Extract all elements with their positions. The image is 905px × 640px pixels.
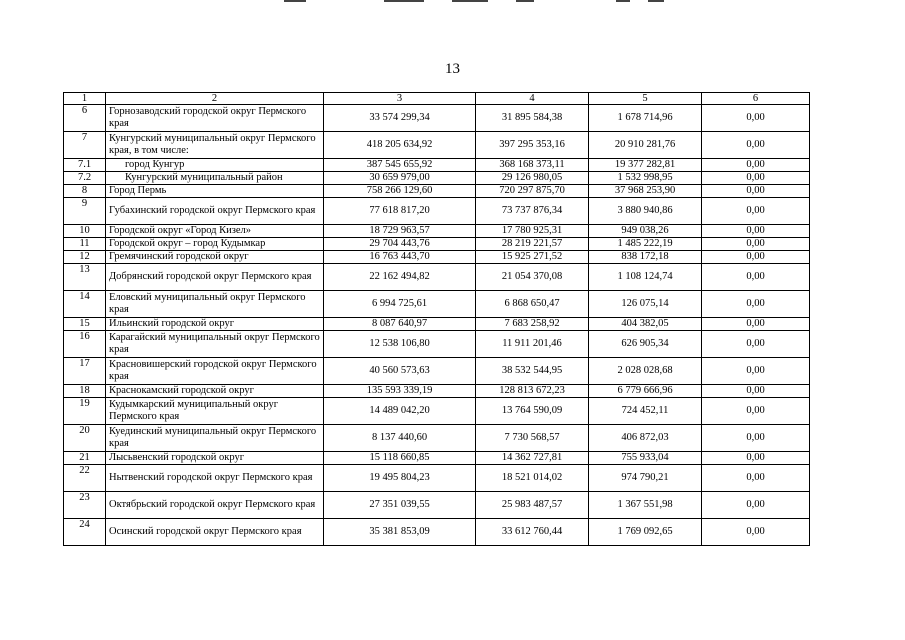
row-value-col4: 29 126 980,05	[476, 172, 589, 185]
row-name-text: Куединский муниципальный округ Пермского края	[109, 426, 317, 449]
table-row	[64, 398, 810, 425]
table-row	[64, 105, 810, 132]
row-name-text: Городской округ «Город Кизел»	[109, 225, 252, 236]
row-value-col3: 30 659 979,00	[324, 172, 476, 185]
row-value-col6: 0,00	[702, 105, 810, 132]
row-number: 7	[64, 132, 106, 159]
row-value-col6: 0,00	[702, 358, 810, 385]
row-value-col6: 0,00	[702, 331, 810, 358]
row-name	[106, 492, 324, 519]
row-value-col6: 0,00	[702, 519, 810, 546]
row-value-col5: 6 779 666,96	[589, 385, 702, 398]
table-row	[64, 492, 810, 519]
row-number: 6	[64, 105, 106, 132]
row-value-col6: 0,00	[702, 385, 810, 398]
table-row	[64, 264, 810, 291]
row-value-col6: 0,00	[702, 172, 810, 185]
row-name-text: Город Пермь	[109, 185, 167, 196]
row-value-col5: 1 108 124,74	[589, 264, 702, 291]
row-value-col5: 406 872,03	[589, 425, 702, 452]
row-number: 7.1	[64, 159, 106, 172]
row-number: 23	[64, 492, 106, 519]
row-name-text: Городской округ – город Кудымкар	[109, 238, 266, 249]
row-name	[106, 425, 324, 452]
row-value-col5: 20 910 281,76	[589, 132, 702, 159]
table-row	[64, 318, 810, 331]
row-name-text: Еловский муниципальный округ Пермского края	[109, 292, 306, 315]
row-value-col5: 724 452,11	[589, 398, 702, 425]
row-name	[106, 172, 324, 185]
row-name	[106, 331, 324, 358]
table-row	[64, 291, 810, 318]
table-row	[64, 172, 810, 185]
row-name-text: Лысьвенский городской округ	[109, 452, 245, 463]
row-value-col3: 6 994 725,61	[324, 291, 476, 318]
table-row	[64, 465, 810, 492]
row-number: 14	[64, 291, 106, 318]
row-value-col5: 1 769 092,65	[589, 519, 702, 546]
row-value-col3: 18 729 963,57	[324, 225, 476, 238]
row-value-col6: 0,00	[702, 452, 810, 465]
row-value-col6: 0,00	[702, 185, 810, 198]
row-value-col6: 0,00	[702, 159, 810, 172]
row-name-text: Горнозаводский городской округ Пермского края	[109, 106, 307, 129]
row-value-col5: 1 678 714,96	[589, 105, 702, 132]
row-value-col3: 35 381 853,09	[324, 519, 476, 546]
table-header-row	[64, 93, 810, 105]
row-value-col3: 29 704 443,76	[324, 238, 476, 251]
row-number: 18	[64, 385, 106, 398]
row-value-col3: 77 618 817,20	[324, 198, 476, 225]
column-header: 1	[64, 93, 106, 105]
row-name-text: Краснокамский городской округ	[109, 385, 254, 396]
row-name-text: город Кунгур	[125, 159, 185, 170]
row-name	[106, 159, 324, 172]
row-name	[106, 264, 324, 291]
row-value-col3: 8 137 440,60	[324, 425, 476, 452]
row-value-col5: 1 367 551,98	[589, 492, 702, 519]
row-number: 13	[64, 264, 106, 291]
row-value-col4: 397 295 353,16	[476, 132, 589, 159]
row-name-text: Гремячинский городской округ	[109, 251, 249, 262]
row-value-col6: 0,00	[702, 291, 810, 318]
row-name-text: Нытвенский городской округ Пермского края	[109, 472, 313, 483]
row-value-col4: 7 730 568,57	[476, 425, 589, 452]
row-name-text: Кунгурский муниципальный округ Пермского края, в том числе:	[109, 133, 316, 156]
row-number: 8	[64, 185, 106, 198]
row-value-col4: 21 054 370,08	[476, 264, 589, 291]
row-value-col4: 28 219 221,57	[476, 238, 589, 251]
row-value-col3: 758 266 129,60	[324, 185, 476, 198]
scan-edge-marks	[0, 0, 905, 4]
row-value-col4: 18 521 014,02	[476, 465, 589, 492]
table-row	[64, 385, 810, 398]
row-value-col4: 14 362 727,81	[476, 452, 589, 465]
row-value-col4: 73 737 876,34	[476, 198, 589, 225]
row-number: 12	[64, 251, 106, 264]
row-number: 21	[64, 452, 106, 465]
row-value-col6: 0,00	[702, 492, 810, 519]
row-name	[106, 225, 324, 238]
column-header: 3	[324, 93, 476, 105]
row-name-text: Октябрьский городской округ Пермского края	[109, 499, 316, 510]
column-header: 4	[476, 93, 589, 105]
row-name-text: Ильинский городской округ	[109, 318, 235, 329]
row-value-col4: 7 683 258,92	[476, 318, 589, 331]
row-value-col4: 6 868 650,47	[476, 291, 589, 318]
row-value-col3: 33 574 299,34	[324, 105, 476, 132]
row-value-col3: 15 118 660,85	[324, 452, 476, 465]
row-number: 10	[64, 225, 106, 238]
row-name	[106, 251, 324, 264]
row-value-col5: 626 905,34	[589, 331, 702, 358]
row-number: 9	[64, 198, 106, 225]
row-name	[106, 185, 324, 198]
row-name	[106, 291, 324, 318]
row-value-col3: 19 495 804,23	[324, 465, 476, 492]
row-number: 22	[64, 465, 106, 492]
table-row	[64, 132, 810, 159]
row-name	[106, 198, 324, 225]
row-value-col3: 40 560 573,63	[324, 358, 476, 385]
row-number: 7.2	[64, 172, 106, 185]
row-value-col4: 25 983 487,57	[476, 492, 589, 519]
row-name	[106, 385, 324, 398]
row-value-col5: 19 377 282,81	[589, 159, 702, 172]
row-value-col6: 0,00	[702, 318, 810, 331]
budget-table	[63, 92, 810, 546]
row-value-col4: 15 925 271,52	[476, 251, 589, 264]
table-row	[64, 159, 810, 172]
row-value-col5: 2 028 028,68	[589, 358, 702, 385]
row-name-text: Губахинский городской округ Пермского края	[109, 205, 316, 216]
row-name	[106, 452, 324, 465]
row-value-col3: 27 351 039,55	[324, 492, 476, 519]
row-name-text: Карагайский муниципальный округ Пермского края	[109, 332, 320, 355]
row-value-col3: 135 593 339,19	[324, 385, 476, 398]
row-value-col4: 38 532 544,95	[476, 358, 589, 385]
row-name-text: Кунгурский муниципальный район	[125, 172, 283, 183]
row-value-col6: 0,00	[702, 398, 810, 425]
row-name	[106, 398, 324, 425]
column-header: 2	[106, 93, 324, 105]
table-row	[64, 238, 810, 251]
row-value-col6: 0,00	[702, 465, 810, 492]
row-value-col3: 22 162 494,82	[324, 264, 476, 291]
row-value-col4: 368 168 373,11	[476, 159, 589, 172]
table-row	[64, 251, 810, 264]
row-value-col4: 13 764 590,09	[476, 398, 589, 425]
row-value-col4: 33 612 760,44	[476, 519, 589, 546]
row-name	[106, 105, 324, 132]
row-number: 20	[64, 425, 106, 452]
row-value-col5: 838 172,18	[589, 251, 702, 264]
table-row	[64, 519, 810, 546]
row-value-col5: 1 485 222,19	[589, 238, 702, 251]
row-value-col5: 3 880 940,86	[589, 198, 702, 225]
row-name	[106, 465, 324, 492]
table-row	[64, 198, 810, 225]
row-value-col4: 128 813 672,23	[476, 385, 589, 398]
row-value-col5: 949 038,26	[589, 225, 702, 238]
row-value-col4: 720 297 875,70	[476, 185, 589, 198]
row-value-col5: 1 532 998,95	[589, 172, 702, 185]
row-number: 15	[64, 318, 106, 331]
row-name	[106, 358, 324, 385]
column-header: 5	[589, 93, 702, 105]
row-value-col3: 12 538 106,80	[324, 331, 476, 358]
table-row	[64, 358, 810, 385]
row-value-col6: 0,00	[702, 425, 810, 452]
table-row	[64, 185, 810, 198]
row-value-col3: 8 087 640,97	[324, 318, 476, 331]
row-value-col6: 0,00	[702, 132, 810, 159]
row-name-text: Добрянский городской округ Пермского края	[109, 271, 312, 282]
row-name	[106, 318, 324, 331]
row-name-text: Осинский городской округ Пермского края	[109, 526, 302, 537]
row-number: 19	[64, 398, 106, 425]
row-value-col6: 0,00	[702, 225, 810, 238]
table-row	[64, 225, 810, 238]
row-value-col5: 755 933,04	[589, 452, 702, 465]
row-value-col3: 16 763 443,70	[324, 251, 476, 264]
row-name	[106, 519, 324, 546]
row-value-col6: 0,00	[702, 251, 810, 264]
row-value-col4: 11 911 201,46	[476, 331, 589, 358]
page-number: 13	[445, 61, 460, 77]
row-value-col5: 404 382,05	[589, 318, 702, 331]
row-number: 24	[64, 519, 106, 546]
row-number: 17	[64, 358, 106, 385]
row-value-col5: 974 790,21	[589, 465, 702, 492]
row-value-col5: 126 075,14	[589, 291, 702, 318]
row-number: 16	[64, 331, 106, 358]
table-row	[64, 452, 810, 465]
column-header: 6	[702, 93, 810, 105]
row-value-col6: 0,00	[702, 264, 810, 291]
row-value-col4: 31 895 584,38	[476, 105, 589, 132]
row-value-col3: 387 545 655,92	[324, 159, 476, 172]
table-row	[64, 331, 810, 358]
row-name	[106, 238, 324, 251]
row-name-text: Красновишерский городской округ Пермского края	[109, 359, 317, 382]
row-value-col6: 0,00	[702, 238, 810, 251]
row-number: 11	[64, 238, 106, 251]
row-value-col3: 418 205 634,92	[324, 132, 476, 159]
row-value-col6: 0,00	[702, 198, 810, 225]
row-name-text: Кудымкарский муниципальный округ Пермского края	[109, 399, 279, 422]
row-value-col3: 14 489 042,20	[324, 398, 476, 425]
row-name	[106, 132, 324, 159]
row-value-col5: 37 968 253,90	[589, 185, 702, 198]
row-value-col4: 17 780 925,31	[476, 225, 589, 238]
table-row	[64, 425, 810, 452]
